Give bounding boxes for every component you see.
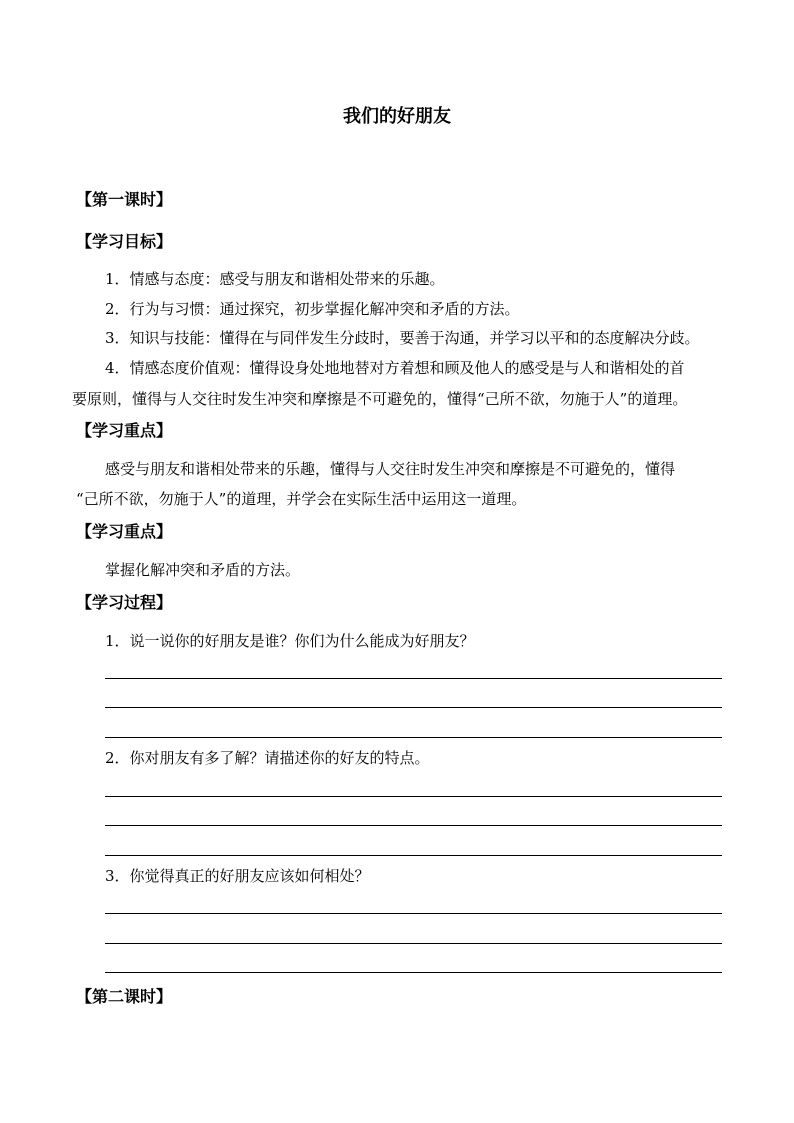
answer-line[interactable]	[105, 972, 722, 973]
answer-line[interactable]	[105, 943, 722, 944]
keypoint-heading: 【学习重点】	[76, 421, 173, 440]
lesson1-heading: 【第一课时】	[76, 190, 173, 209]
objective-3: 3．知识与技能：懂得在与同伴发生分歧时，要善于沟通，并学习以平和的态度解决分歧。	[105, 329, 700, 347]
keypoint2-text: 掌握化解冲突和矛盾的方法。	[105, 561, 301, 579]
answer-line[interactable]	[105, 678, 722, 679]
answer-line[interactable]	[105, 796, 722, 797]
objective-2: 2．行为与习惯：通过探究，初步掌握化解冲突和矛盾的方法。	[105, 300, 520, 318]
keypoint2-heading: 【学习重点】	[76, 522, 173, 541]
keypoint-line1: 感受与朋友和谐相处带来的乐趣，懂得与人交往时发生冲突和摩擦是不可避免的，懂得	[105, 460, 676, 478]
answer-line[interactable]	[105, 737, 722, 738]
objectives-heading: 【学习目标】	[76, 232, 173, 251]
lesson2-heading: 【第二课时】	[76, 987, 173, 1006]
answer-line[interactable]	[105, 825, 722, 826]
process-heading: 【学习过程】	[76, 593, 173, 612]
objective-4-line2: 要原则，懂得与人交往时发生冲突和摩擦是不可避免的，懂得“己所不欲，勿施于人”的道理。	[72, 390, 688, 408]
objective-1: 1．情感与态度：感受与朋友和谐相处带来的乐趣。	[105, 270, 445, 288]
objective-4-line1: 4．情感态度价值观：懂得设身处地地替对方着想和顾及他人的感受是与人和谐相处的首	[105, 359, 685, 377]
question-2: 2．你对朋友有多了解？请描述你的好友的特点。	[105, 749, 430, 767]
question-1: 1．说一说你的好朋友是谁？你们为什么能成为好朋友？	[105, 632, 475, 650]
keypoint-line2: “己所不欲，勿施于人”的道理，并学会在实际生活中运用这一道理。	[76, 490, 527, 508]
answer-line[interactable]	[105, 707, 722, 708]
question-3: 3．你觉得真正的好朋友应该如何相处？	[105, 867, 370, 885]
answer-line[interactable]	[105, 913, 722, 914]
document-title: 我们的好朋友	[343, 106, 451, 127]
answer-line[interactable]	[105, 855, 722, 856]
